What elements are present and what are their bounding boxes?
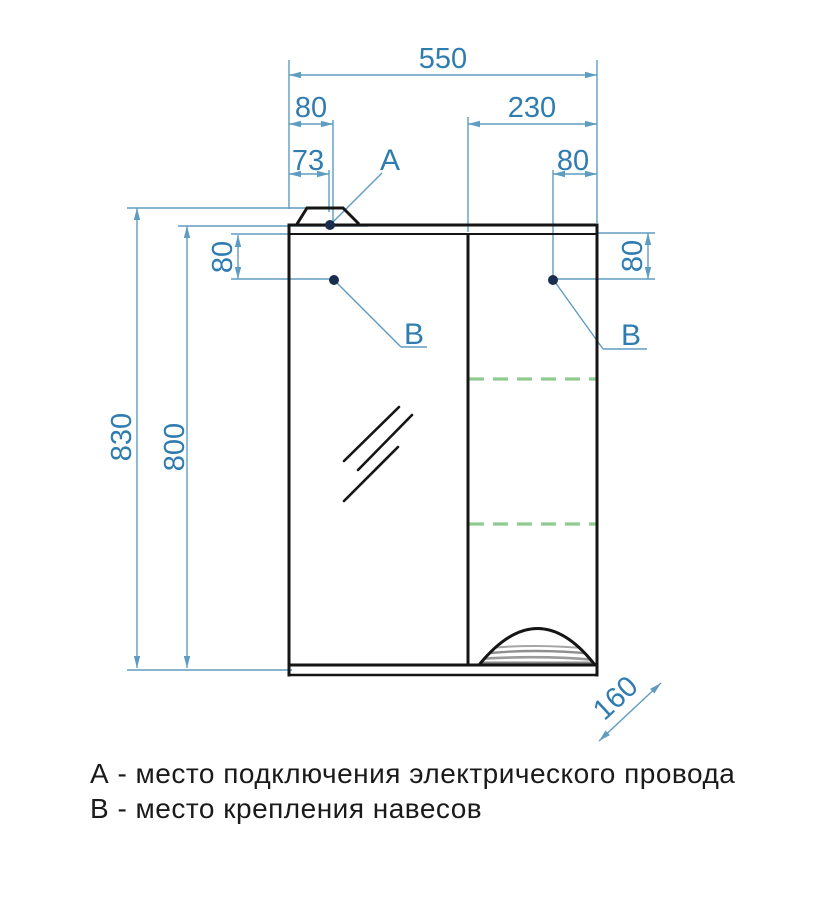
dim-left-mount-offset-label: 80 (294, 92, 328, 124)
mount-point-dot-a (325, 220, 335, 230)
legend-line-b: В - место крепления навесов (90, 793, 483, 824)
leader-line-b-left (336, 282, 401, 347)
mount-point-dot-b-right (548, 275, 558, 285)
dim-right-mount-drop-label: 80 (617, 239, 649, 273)
callout-b-left-label: B (403, 318, 425, 351)
dim-right-mount-offset-label: 80 (556, 145, 590, 177)
dim-total-height-label: 830 (106, 412, 138, 462)
callout-a-label: A (379, 144, 401, 177)
dim-depth-label: 160 (587, 670, 645, 727)
dim-left-mount-drop-label: 80 (207, 240, 239, 274)
legend (90, 758, 735, 824)
leader-line-a (331, 173, 382, 224)
mount-points (325, 220, 558, 285)
dim-body-height-label: 800 (159, 422, 191, 472)
wood-streak (478, 657, 596, 660)
wood-streak (479, 651, 594, 654)
callout-labels (380, 144, 641, 352)
legend-line-a: А - место подключения электрического провода (90, 758, 736, 789)
mount-point-dot-b-left (329, 275, 339, 285)
callout-b-right-label: B (620, 319, 642, 352)
shelves (469, 379, 596, 524)
dim-total-width-label: 550 (418, 43, 468, 75)
mirror-glyph (344, 407, 412, 501)
dim-right-span-label: 230 (507, 92, 557, 124)
dim-power-offset-label: 73 (291, 145, 325, 177)
leader-lines (331, 173, 647, 349)
